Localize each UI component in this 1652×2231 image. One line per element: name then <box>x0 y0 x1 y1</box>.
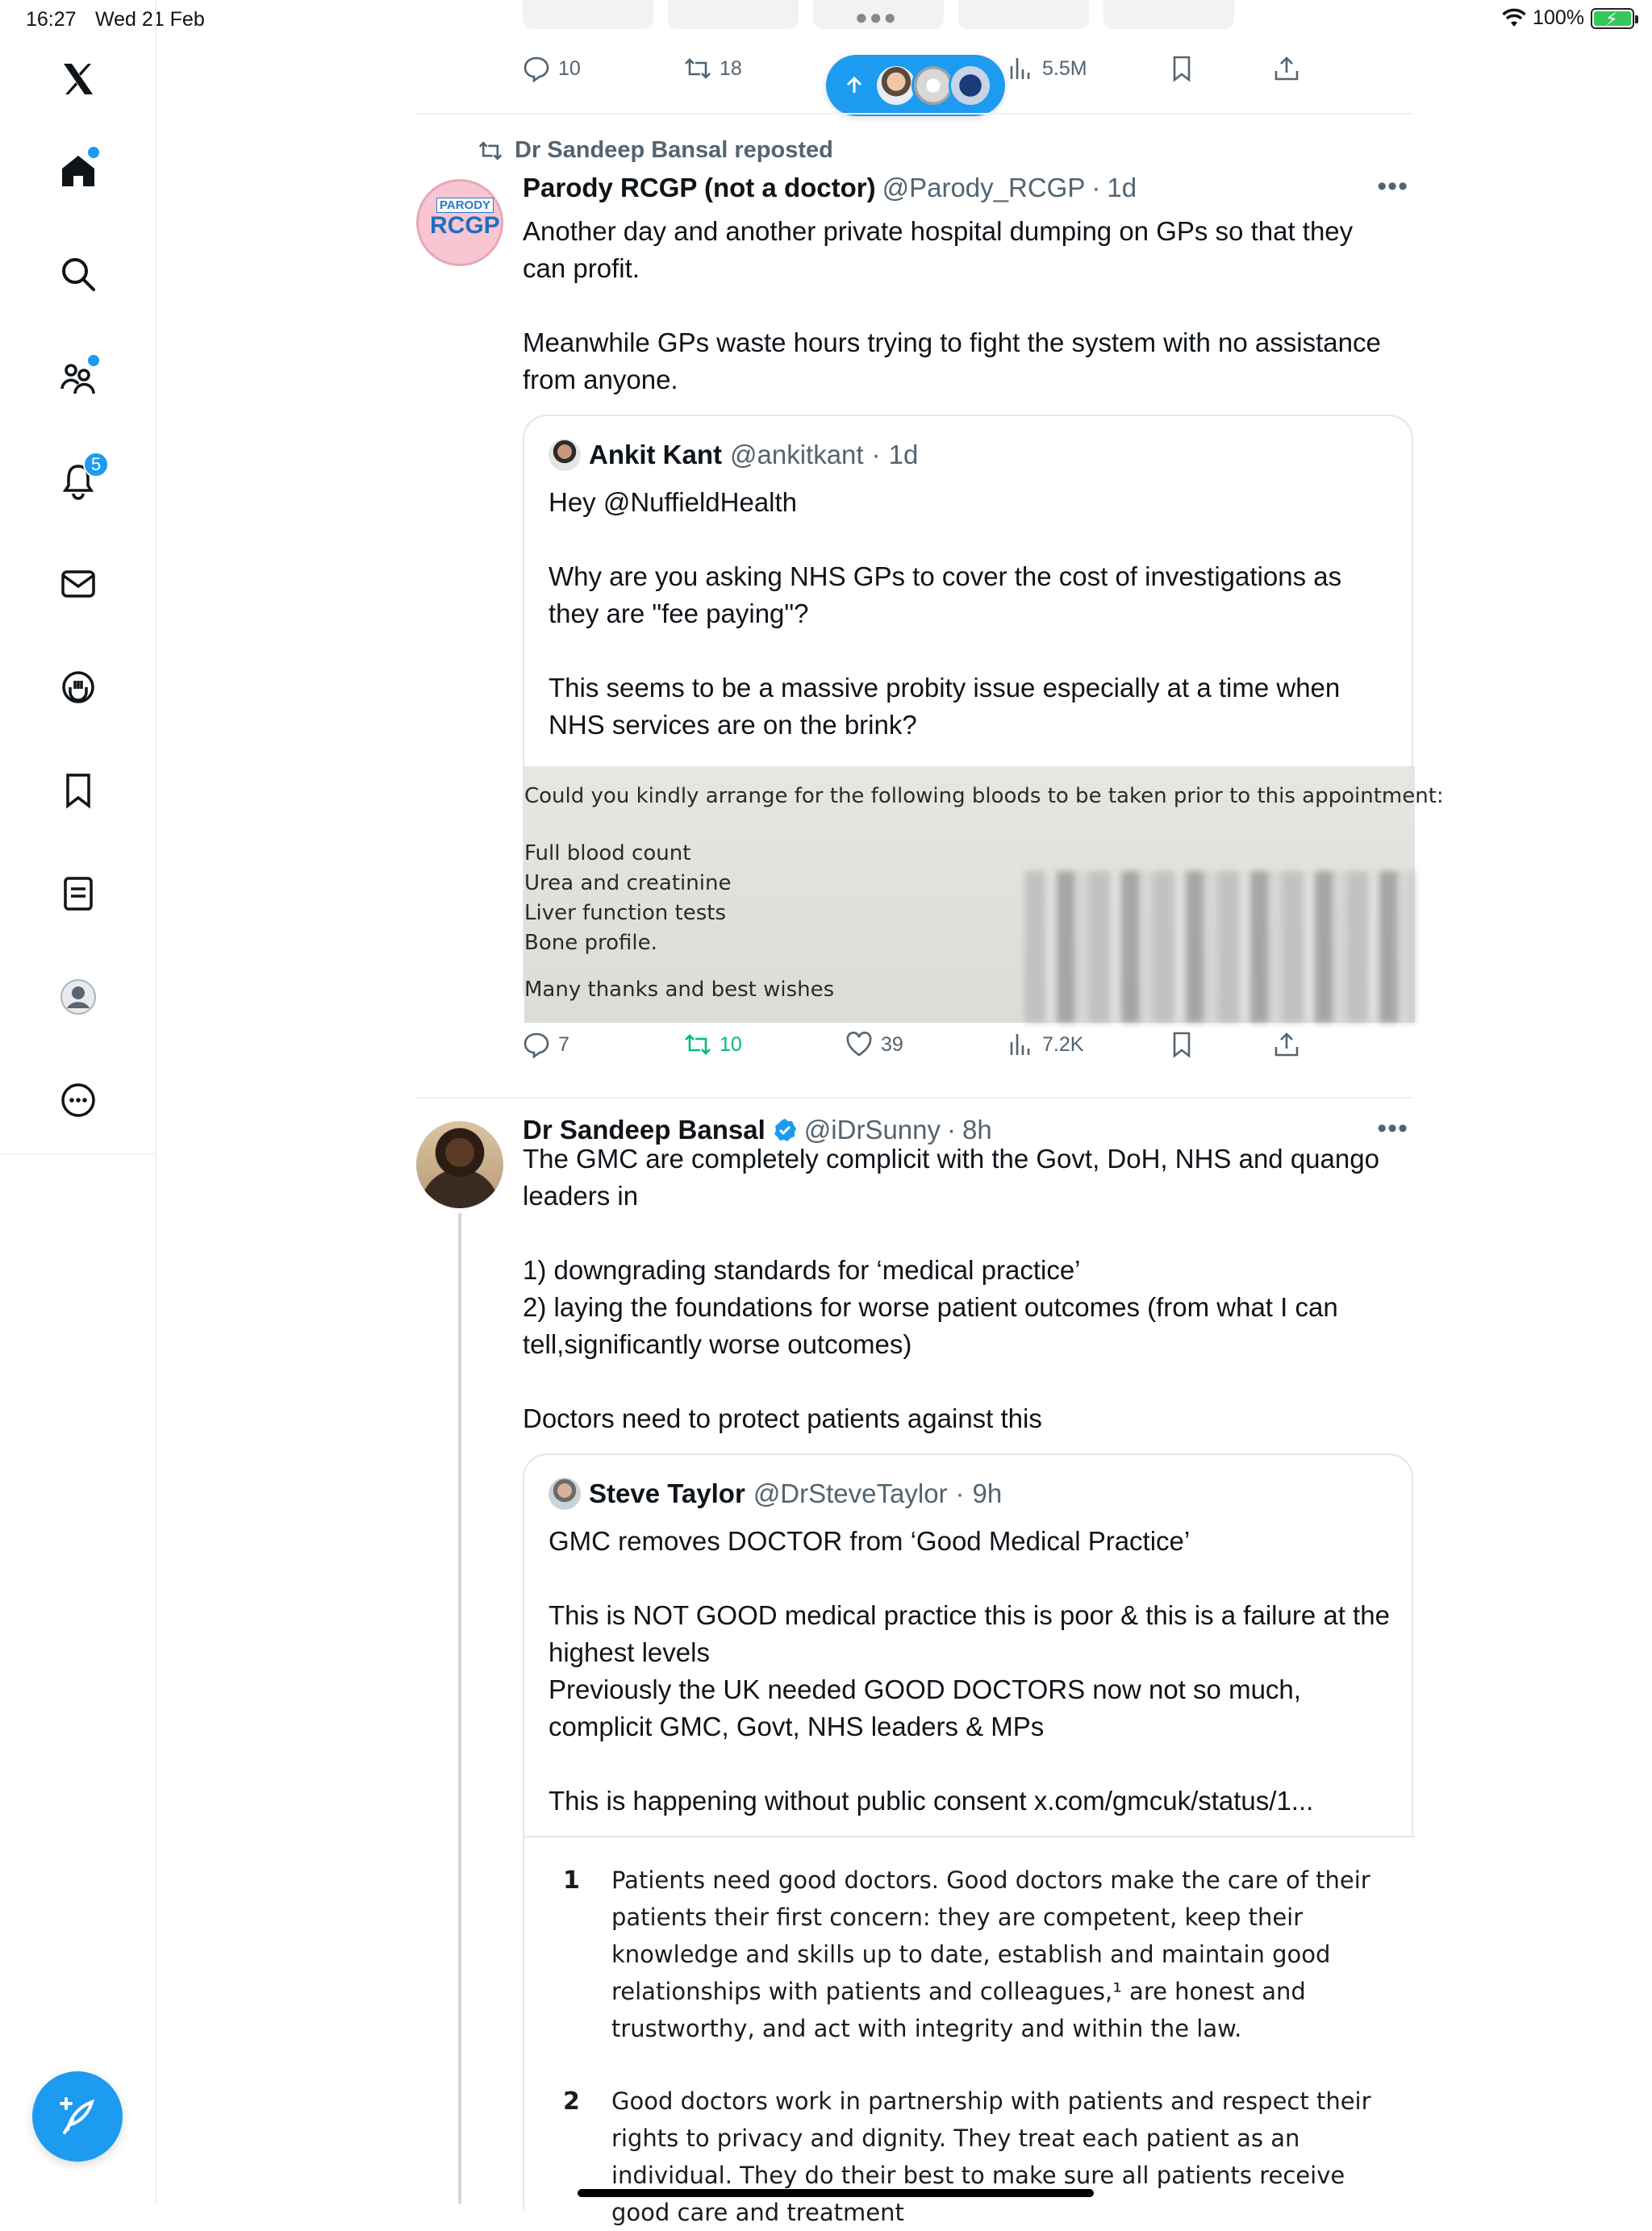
reply-button[interactable] <box>523 1031 569 1058</box>
quote-author-name: Ankit Kant <box>589 440 722 469</box>
bookmark-button[interactable] <box>1168 1031 1195 1058</box>
quoted-tweet[interactable] <box>523 415 1444 1013</box>
repost-icon <box>478 139 503 163</box>
quote-header <box>549 1478 1002 1510</box>
more-options-icon[interactable]: ••• <box>1377 1113 1408 1144</box>
media-thumbnails <box>523 0 1234 29</box>
doc-para-number: 1 <box>563 1866 580 1895</box>
tweet-text-line <box>523 287 1402 324</box>
tweet-text-line: Meanwhile GPs waste hours trying to fight the system with no assistance from anyone. <box>523 327 1381 394</box>
profile-icon[interactable] <box>46 965 111 1029</box>
reply-icon <box>523 55 550 82</box>
repost-count: 18 <box>720 56 742 80</box>
author-name[interactable]: Dr Sandeep Bansal <box>523 1115 766 1145</box>
letter-test-list <box>524 839 731 958</box>
heart-icon <box>845 1031 873 1058</box>
quote-text-line <box>549 521 1395 558</box>
search-icon[interactable] <box>46 242 111 307</box>
quote-text-line: This is happening without public consent x.com/gmcuk/status/1... <box>549 1786 1314 1816</box>
separator-dot: · <box>1091 173 1101 202</box>
home-unread-dot <box>88 147 99 158</box>
media-thumb[interactable] <box>668 0 799 29</box>
tweet-text <box>523 1141 1402 1437</box>
letter-closing: Many thanks and best wishes <box>524 978 835 1002</box>
tweet-text-line: 2) laying the foundations for worse patient outcomes (from what I can tell,significantly worse outcomes) <box>523 1292 1338 1359</box>
media-thumb[interactable] <box>1103 0 1234 29</box>
letter-line: Could you kindly arrange for the following bloods to be taken prior to this appointment: <box>524 784 1444 808</box>
quote-text-line: This seems to be a massive probity issue especially at a time when NHS services are on the brink? <box>549 673 1341 740</box>
more-icon[interactable] <box>46 1068 111 1132</box>
avatar-parody-label: PARODY <box>436 198 494 213</box>
tweet-text-line: Doctors need to protect patients against this <box>523 1403 1042 1433</box>
status-date: Wed 21 Feb <box>95 8 205 31</box>
views-button[interactable] <box>1007 1031 1083 1058</box>
wifi-icon <box>1502 9 1526 28</box>
reply-button[interactable] <box>523 55 581 82</box>
notifications-badge: 5 <box>83 452 109 477</box>
communities-unread-dot <box>88 355 99 366</box>
redacted-area <box>1024 871 1415 1023</box>
repost-icon <box>684 55 711 82</box>
quote-time: 1d <box>888 440 919 469</box>
home-icon[interactable] <box>46 139 111 203</box>
like-count: 39 <box>881 1032 903 1056</box>
media-thumb[interactable]: ●●● <box>813 0 944 29</box>
quote-avatar <box>549 439 581 471</box>
separator-dot: · <box>947 1115 957 1145</box>
reply-count: 10 <box>558 56 581 80</box>
more-options-icon[interactable]: ••• <box>1377 171 1408 202</box>
avatar[interactable] <box>416 179 503 266</box>
letter-test-item: Bone profile. <box>524 931 657 955</box>
quote-author-name: Steve Taylor <box>589 1478 745 1508</box>
repost-button[interactable] <box>684 1031 742 1058</box>
communities-icon[interactable] <box>46 345 111 410</box>
repost-button[interactable] <box>684 55 742 82</box>
timeline <box>416 0 1444 2226</box>
letter-test-item: Urea and creatinine <box>524 871 732 895</box>
avatar-rcgp-label: RCGP <box>430 212 500 239</box>
home-indicator[interactable] <box>578 2189 1094 2197</box>
x-logo-icon[interactable] <box>46 47 111 111</box>
doc-para-number: 2 <box>563 2087 580 2116</box>
quote-text-line: Previously the UK needed GOOD DOCTORS now not so much, complicit GMC, Govt, NHS leaders & MPs <box>549 1674 1301 1741</box>
tweet-text-line: The GMC are completely complicit with the Govt, DoH, NHS and quango leaders in <box>523 1144 1379 1211</box>
quote-author-handle: @DrSteveTaylor <box>753 1478 948 1508</box>
tweet-time[interactable]: 8h <box>962 1115 992 1145</box>
document-image[interactable] <box>524 1836 1415 2229</box>
repost-icon <box>684 1031 711 1058</box>
media-thumb[interactable] <box>958 0 1089 29</box>
reply-icon <box>523 1031 550 1058</box>
lists-icon[interactable] <box>46 861 111 926</box>
reposted-by-text: Dr Sandeep Bansal reposted <box>515 137 833 163</box>
doc-paragraph: Good doctors work in partnership with patients and respect their rights to privacy and dignity. They treat each patient as an individual. They do their best to make sure all patients receive good care and treatment <box>611 2087 1371 2226</box>
share-icon <box>1273 55 1300 82</box>
status-time: 16:27 <box>26 8 77 31</box>
separator-dot: · <box>871 440 881 469</box>
bookmark-icon <box>1168 1031 1195 1058</box>
sidebar-divider <box>0 1153 156 1155</box>
bookmarks-icon[interactable] <box>46 758 111 823</box>
tweet-time[interactable]: 1d <box>1107 173 1137 202</box>
letter-image[interactable] <box>524 766 1444 1023</box>
doc-paragraph: Patients need good doctors. Good doctors make the care of their patients their first concern: they are competent, keep their knowledge and skills up to date, establish and maintain good relationships with patients and colleagues,¹ are honest and trustworthy, and act with integrity and within the law. <box>611 1866 1370 2042</box>
tweet-header <box>523 173 1137 203</box>
tweet-text-line <box>523 1363 1402 1400</box>
quote-text-line <box>549 1560 1395 1597</box>
sidebar <box>0 0 156 2204</box>
arrow-up-icon <box>844 75 865 96</box>
quote-time: 9h <box>972 1478 1003 1508</box>
like-button[interactable] <box>845 1031 903 1058</box>
avatar[interactable] <box>416 1121 503 1208</box>
quote-header <box>549 439 918 471</box>
views-count: 7.2K <box>1042 1032 1084 1056</box>
quote-avatar <box>549 1478 581 1510</box>
separator-dot: · <box>955 1478 965 1508</box>
quote-text <box>549 484 1395 744</box>
messages-icon[interactable] <box>46 552 111 616</box>
author-name[interactable]: Parody RCGP (not a doctor) <box>523 173 876 202</box>
tweet-text-line: 1) downgrading standards for ‘medical practice’ <box>523 1255 1081 1285</box>
notifications-icon[interactable] <box>46 448 111 513</box>
compose-button[interactable] <box>32 2071 123 2162</box>
repost-count: 10 <box>720 1032 742 1056</box>
battery-icon: ⚡ <box>1591 8 1634 29</box>
status-right <box>1502 6 1634 30</box>
tweet-text-line <box>523 1215 1402 1252</box>
repost-attribution[interactable] <box>478 137 833 164</box>
views-icon <box>1007 55 1034 82</box>
media-thumb[interactable] <box>523 0 653 29</box>
tweet-text-line: Another day and another private hospital dumping on GPs so that they can profit. <box>523 216 1354 283</box>
author-handle[interactable]: @iDrSunny <box>803 1115 941 1145</box>
share-button[interactable] <box>1273 1031 1300 1058</box>
battery-percent: 100% <box>1533 6 1584 29</box>
quote-text-line: Why are you asking NHS GPs to cover the cost of investigations as they are "fee paying"? <box>549 561 1342 628</box>
quote-text-line: This is NOT GOOD medical practice this is poor & this is a failure at the highest levels <box>549 1600 1390 1667</box>
compose-icon <box>56 2095 98 2137</box>
quote-text-line <box>549 1745 1395 1783</box>
quote-text-line <box>549 632 1395 669</box>
reply-count: 7 <box>558 1032 569 1056</box>
views-button[interactable] <box>1007 55 1087 82</box>
bookmark-button[interactable] <box>1168 55 1195 82</box>
new-posts-pill[interactable] <box>826 55 1005 116</box>
quote-text-line: GMC removes DOCTOR from ‘Good Medical Practice’ <box>549 1526 1191 1556</box>
tweet-text <box>523 213 1402 398</box>
bookmark-icon <box>1168 55 1195 82</box>
author-handle[interactable]: @Parody_RCGP <box>882 173 1086 202</box>
letter-test-item: Liver function tests <box>524 901 726 925</box>
new-post-avatar <box>949 64 992 107</box>
thread-line <box>458 1213 461 2204</box>
verified-badge-icon <box>772 1117 798 1143</box>
tweet-divider <box>416 113 1413 115</box>
letter-test-item: Full blood count <box>524 841 691 865</box>
quote-text <box>549 1523 1395 1820</box>
quote-text-line: Hey @NuffieldHealth <box>549 487 798 517</box>
tweet-divider <box>416 1097 1413 1099</box>
share-button[interactable] <box>1273 55 1300 82</box>
share-icon <box>1273 1031 1300 1058</box>
quoted-tweet[interactable] <box>523 1453 1413 2228</box>
tweet-actions <box>523 1031 1329 1071</box>
views-icon <box>1007 1031 1034 1058</box>
views-count: 5.5M <box>1042 56 1087 80</box>
grok-icon[interactable] <box>46 655 111 719</box>
quote-author-handle: @ankitkant <box>730 440 864 469</box>
